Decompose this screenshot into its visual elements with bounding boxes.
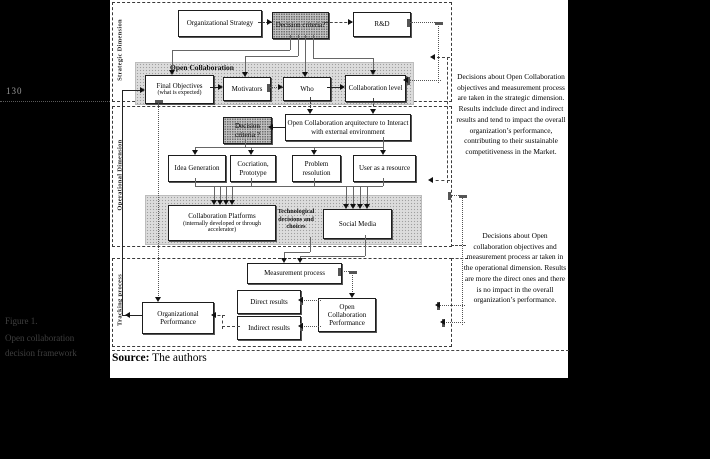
connector-line xyxy=(158,100,159,300)
arrowhead xyxy=(349,293,355,298)
arrowhead xyxy=(440,319,445,325)
final-objectives-title: Final Objectives xyxy=(156,82,203,91)
node-decision-criteria-1: Decision criteria? xyxy=(272,12,329,39)
arrowhead xyxy=(364,204,370,209)
final-objectives-subtitle: (what is expected) xyxy=(157,90,202,97)
arrowhead xyxy=(380,150,386,155)
connector-line xyxy=(314,178,315,186)
connector-line xyxy=(373,58,374,70)
connector-line xyxy=(353,186,354,204)
arrowhead xyxy=(268,124,273,130)
node-final-objectives xyxy=(145,75,214,104)
arrowhead xyxy=(340,84,345,90)
figure-caption-line2: Open collaboration xyxy=(5,333,75,343)
arrowhead xyxy=(370,109,376,114)
node-organizational-performance: Organizational Performance xyxy=(142,302,214,334)
connector-line xyxy=(300,326,321,327)
connector-line xyxy=(122,90,142,91)
node-indirect-results: Indirect results xyxy=(237,316,301,340)
arrowhead xyxy=(281,258,287,263)
page-number: 130 xyxy=(6,86,23,96)
connector-line xyxy=(195,178,196,186)
connector-line xyxy=(251,178,252,186)
strategic-dimension-label: Strategic Dimension xyxy=(116,19,124,81)
connector-line xyxy=(365,235,366,256)
node-collaboration-level: Collaboration level xyxy=(345,75,406,102)
connector-line xyxy=(310,237,311,252)
node-motivators: Motivators xyxy=(223,77,271,101)
arrowhead xyxy=(348,19,353,25)
figure-caption-line3: decision framework xyxy=(5,348,77,358)
node-organizational-strategy: Organizational Strategy xyxy=(178,10,262,37)
connector-line xyxy=(360,186,361,204)
connector-line xyxy=(195,186,383,187)
connector-line xyxy=(407,22,441,23)
connector-line xyxy=(407,80,441,81)
arrowhead xyxy=(311,150,317,155)
strategic-annotation: Decisions about Open Collaboration objectives and measurement process are taken in the strategic dimension. Results indclude direct and indirect results and tend to impact the overall organization’s performance, contributing to their sustainable competitiveness in the Market. xyxy=(456,72,566,157)
outer-bottom-dashed-line xyxy=(112,350,569,351)
arrowhead xyxy=(430,54,435,60)
connector-line xyxy=(222,326,240,327)
connector-line xyxy=(448,195,465,196)
source-line xyxy=(112,352,207,364)
connector-line xyxy=(284,252,310,253)
arrowhead xyxy=(297,258,303,263)
connector-line xyxy=(300,256,365,257)
node-open-collaboration-performance: Open Collaboration Performance xyxy=(318,298,376,332)
arrowhead xyxy=(428,177,433,183)
connector-line xyxy=(245,56,298,57)
arrowhead xyxy=(298,323,303,329)
source-text: The authors xyxy=(149,352,207,364)
node-problem-resolution: Problem resolution xyxy=(292,155,341,182)
arrowhead xyxy=(350,204,356,209)
arrowhead xyxy=(298,297,303,303)
node-direct-results: Direct results xyxy=(237,290,301,314)
connector-line xyxy=(222,315,223,329)
arrowhead xyxy=(307,109,313,114)
arrowhead xyxy=(248,150,254,155)
arrowhead xyxy=(242,72,248,77)
arrowhead xyxy=(211,312,216,318)
connector-line xyxy=(305,35,306,72)
arrowhead xyxy=(403,77,408,83)
connector-line xyxy=(300,300,321,301)
connector-line xyxy=(298,35,299,56)
arrowhead xyxy=(218,84,223,90)
node-idea-generation: Idea Generation xyxy=(168,155,226,182)
connector-line xyxy=(172,50,173,70)
arrowhead xyxy=(229,200,235,205)
connector-line xyxy=(226,186,227,200)
connector-line xyxy=(214,186,215,200)
tracking-process-label: Tracking process xyxy=(116,273,124,327)
arrowhead xyxy=(302,72,308,77)
arrowhead xyxy=(278,84,283,90)
connector-line xyxy=(438,22,439,83)
open-collaboration-zone-label: Open Collaboration xyxy=(170,63,234,72)
connector-line xyxy=(383,178,384,186)
connector-line xyxy=(220,186,221,200)
connector-line xyxy=(383,137,384,150)
collaboration-platforms-title: Collaboration Platforms xyxy=(188,212,256,221)
operational-annotation: Decisions about Open collaboration objectives and measurement process ar taken in the operational dimension. Results are more the direct ones and there is no impact in the overall organization’s performance. xyxy=(463,231,567,305)
node-architecture: Open Collaboration arquitecture to Interact with external environment xyxy=(285,114,411,141)
connector-line xyxy=(442,322,465,323)
connector-line xyxy=(346,186,347,204)
arrowhead xyxy=(192,150,198,155)
node-user-as-resource: User as a resource xyxy=(353,155,416,182)
technology-zone-label: Technological decisions and choices xyxy=(277,208,315,231)
connector-line xyxy=(367,186,368,204)
connector-line xyxy=(290,35,291,50)
operational-dimension-label: Operational Dimension xyxy=(116,139,124,211)
node-measurement-process: Measurement process xyxy=(247,263,342,284)
collaboration-platforms-subtitle: (internally developed or through accelerator) xyxy=(183,220,261,234)
node-decision-criteria-2: Decision criteria ? xyxy=(223,117,272,144)
arrowhead xyxy=(370,70,376,75)
arrowhead xyxy=(357,204,363,209)
figure-caption-line1: Figure 1. xyxy=(5,316,38,326)
connector-line xyxy=(245,140,246,147)
connector-line xyxy=(430,180,450,181)
arrowhead xyxy=(343,204,349,209)
arrowhead xyxy=(435,302,440,308)
node-who: Who xyxy=(283,77,331,101)
connector-line xyxy=(245,56,246,72)
node-social-media: Social Media xyxy=(323,209,392,239)
arrowhead xyxy=(140,87,145,93)
connector-line xyxy=(313,58,373,59)
margin-dotted-rule xyxy=(0,101,112,102)
arrowhead xyxy=(267,19,272,25)
node-rd: R&D xyxy=(353,12,411,37)
connector-line xyxy=(172,50,290,51)
annotation-bracket xyxy=(447,57,448,183)
connector-line xyxy=(437,305,465,306)
arrowhead xyxy=(155,297,161,302)
connector-line xyxy=(122,90,123,315)
connector-line xyxy=(232,186,233,200)
node-collaboration-platforms xyxy=(168,205,276,241)
connector-line xyxy=(195,147,383,148)
figure-canvas xyxy=(110,0,568,378)
source-label: Source: xyxy=(112,352,150,364)
connector-line xyxy=(313,35,314,58)
arrowhead xyxy=(169,70,175,75)
arrowhead xyxy=(125,312,130,318)
node-cocreation-prototype: Cocriation, Prototype xyxy=(230,155,276,182)
